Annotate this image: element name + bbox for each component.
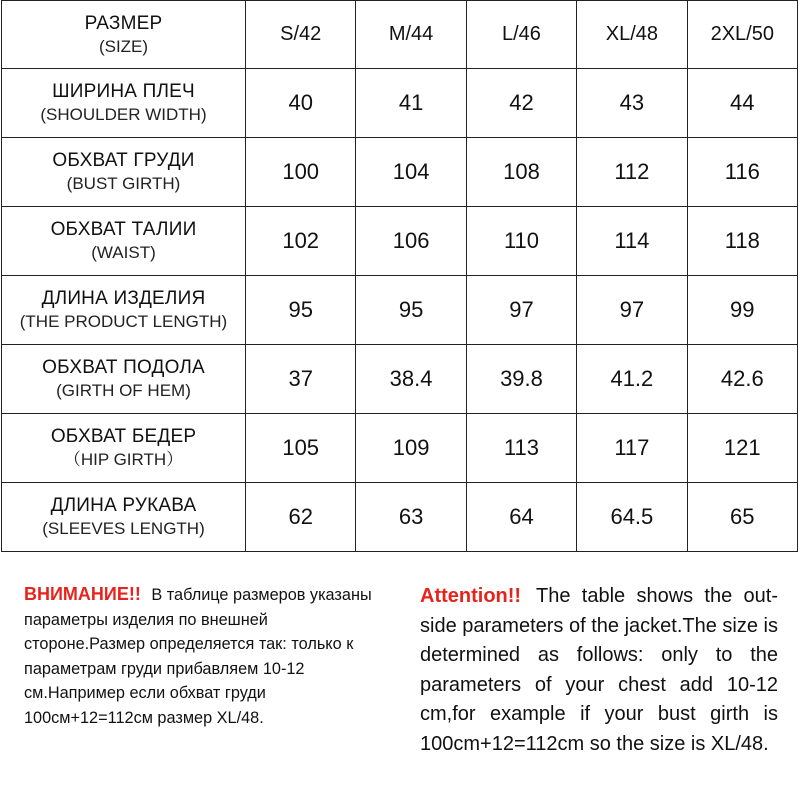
table-cell: 37 [246,345,356,414]
table-cell: 65 [687,483,797,552]
table-cell: 64.5 [577,483,687,552]
table-row-product-length [2,276,798,345]
attention-label-ru: ВНИМАНИЕ!! [24,584,141,604]
table-cell: 114 [577,207,687,276]
row-label-ru: ДЛИНА ИЗДЕЛИЯ [41,288,206,309]
row-label-ru: ОБХВАТ ГРУДИ [52,150,195,171]
table-cell: 116 [687,138,797,207]
table-cell: 39.8 [466,345,576,414]
attention-note-ru [24,582,384,730]
attention-text-ru: В таблице размеров указаны параметры изделия по внешней стороне.Размер определяется так: только к параметрам груди прибавляем 10-12 см.Например если обхват груди 100см+12=112см размер XL/48. [24,586,372,727]
size-table [1,0,798,552]
table-cell: 41.2 [577,345,687,414]
attention-text-en: The table shows the out-side parameters of the jacket.The size is determined as follows: only to the parameters of your chest add 10-12 cm,for example if your bust girth is 100cm+12=112cm so the size is XL/48. [420,585,778,755]
row-label [2,345,246,414]
row-label-en: (BUST GIRTH) [66,174,181,193]
table-cell: 109 [356,414,466,483]
size-col-xl: XL/48 [577,1,687,69]
row-label [2,414,246,483]
size-col-m: M/44 [356,1,466,69]
table-row-waist [2,207,798,276]
table-cell: 97 [466,276,576,345]
row-label [2,483,246,552]
size-header-row [2,1,798,69]
size-header-label [2,1,246,69]
table-cell: 40 [246,69,356,138]
table-cell: 121 [687,414,797,483]
table-cell: 99 [687,276,797,345]
table-row-shoulder-width [2,69,798,138]
size-header-ru: РАЗМЕР [84,12,163,34]
table-cell: 63 [356,483,466,552]
table-cell: 64 [466,483,576,552]
table-cell: 104 [356,138,466,207]
row-label-en: (SLEEVES LENGTH) [42,519,205,538]
row-label [2,69,246,138]
row-label-en: (GIRTH OF HEM) [56,381,191,400]
row-label-ru: ОБХВАТ ТАЛИИ [50,219,197,240]
table-row-hem-girth [2,345,798,414]
table-cell: 106 [356,207,466,276]
table-cell: 118 [687,207,797,276]
table-row-hip-girth [2,414,798,483]
row-label-ru: ДЛИНА РУКАВА [50,495,197,516]
size-col-l: L/46 [466,1,576,69]
table-cell: 43 [577,69,687,138]
table-cell: 62 [246,483,356,552]
table-cell: 113 [466,414,576,483]
row-label-ru: ШИРИНА ПЛЕЧ [52,81,195,102]
table-cell: 38.4 [356,345,466,414]
row-label-en: (THE PRODUCT LENGTH) [19,312,228,331]
table-cell: 41 [356,69,466,138]
attention-note-en [420,582,778,759]
size-col-2xl: 2XL/50 [687,1,797,69]
table-cell: 97 [577,276,687,345]
table-cell: 112 [577,138,687,207]
attention-label-en: Attention!! [420,585,522,607]
row-label-en: (WAIST) [91,243,156,262]
table-cell: 100 [246,138,356,207]
row-label-ru: ОБХВАТ ПОДОЛА [42,357,205,378]
row-label-en: (SHOULDER WIDTH) [40,105,207,124]
table-cell: 117 [577,414,687,483]
table-row-bust-girth [2,138,798,207]
row-label [2,276,246,345]
table-cell: 110 [466,207,576,276]
size-col-s: S/42 [246,1,356,69]
row-label-en: （HIP GIRTH） [63,450,184,469]
table-row-sleeves-length [2,483,798,552]
size-header-en: (SIZE) [98,36,149,56]
row-label [2,138,246,207]
table-cell: 42.6 [687,345,797,414]
table-cell: 108 [466,138,576,207]
table-cell: 95 [356,276,466,345]
table-cell: 102 [246,207,356,276]
table-cell: 42 [466,69,576,138]
table-cell: 95 [246,276,356,345]
table-cell: 105 [246,414,356,483]
table-cell: 44 [687,69,797,138]
row-label [2,207,246,276]
row-label-ru: ОБХВАТ БЕДЕР [50,426,197,447]
